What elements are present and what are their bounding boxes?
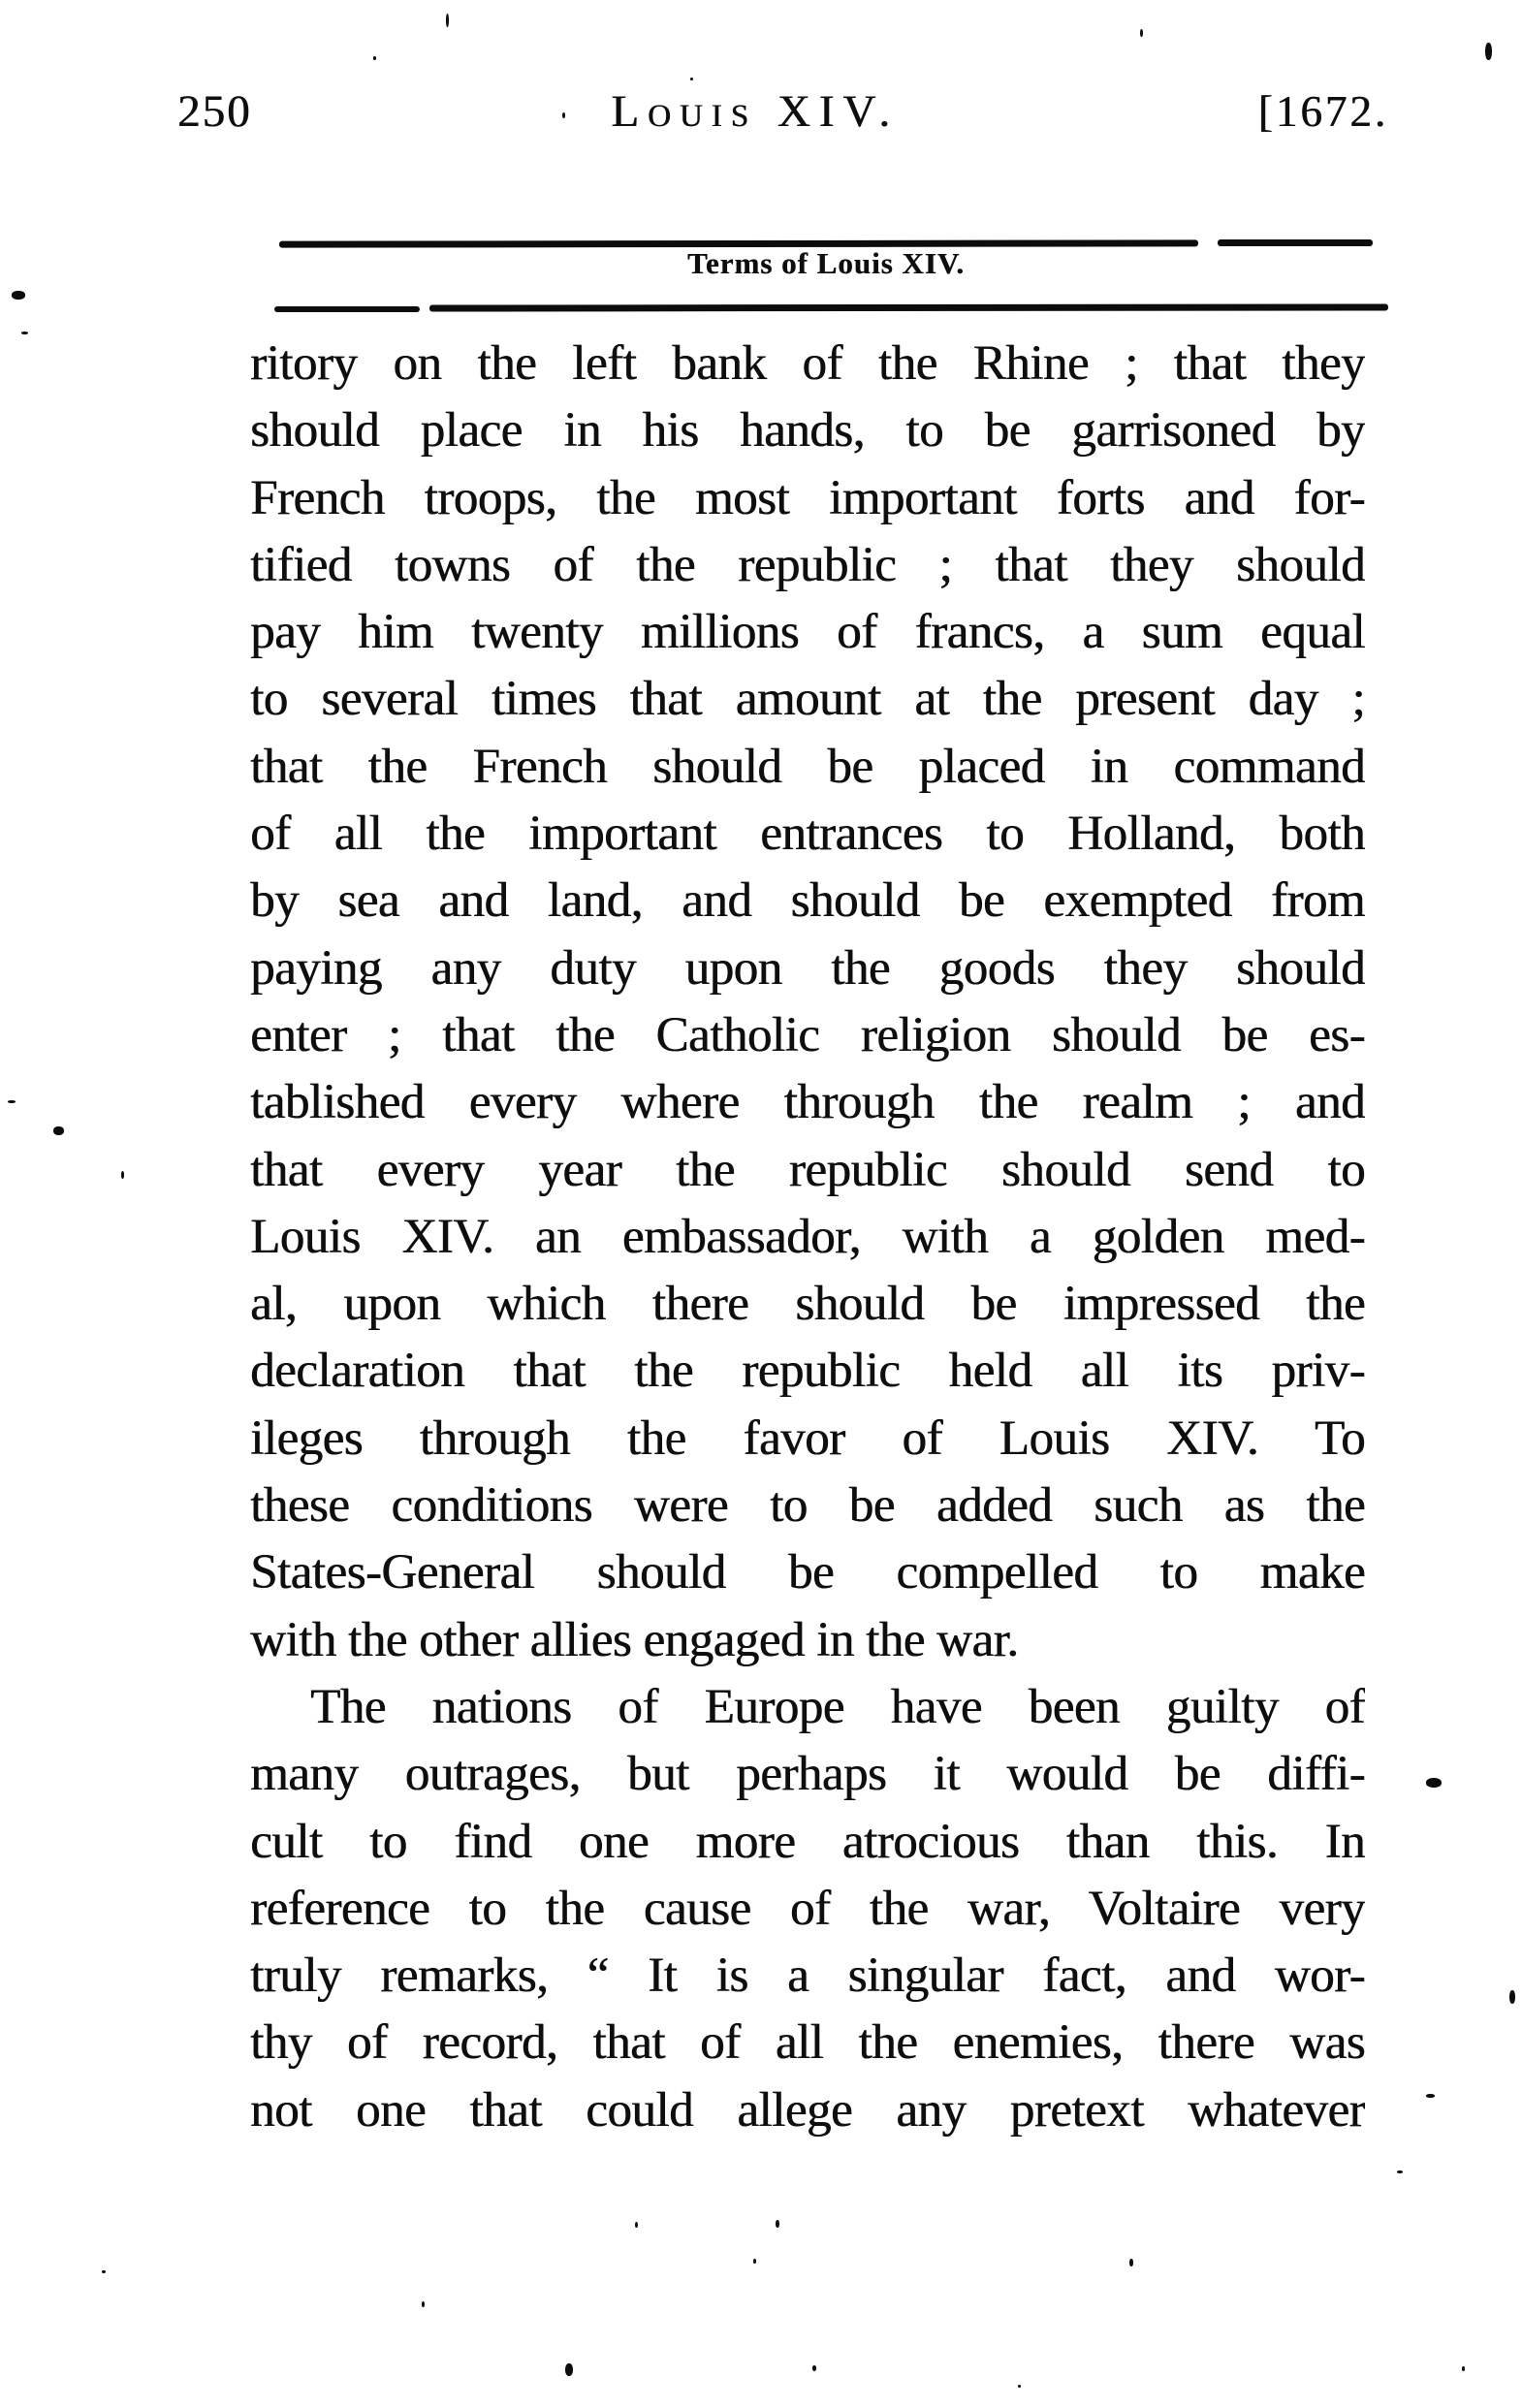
body-line: many outrages, but perhaps it would be diffi- [250,1747,1365,1802]
scan-speck [446,14,449,27]
scan-speck [1462,2366,1465,2371]
scan-speck [1509,1990,1515,2004]
header-rule-bottom-left [274,306,420,312]
body-line: not one that could allege any pretext whatever [250,2082,1365,2138]
body-line: thy of record, that of all the enemies, there was [250,2015,1365,2071]
body-line: declaration that the republic held all its priv- [250,1344,1365,1399]
scan-speck [121,1171,124,1179]
running-title: Louis XIV. [611,86,899,137]
scan-speck [1485,43,1492,60]
body-line: Louis XIV. an embassador, with a golden med- [250,1209,1365,1264]
scan-speck [562,112,565,118]
body-line: enter ; that the Catholic religion should be es- [250,1007,1365,1062]
body-line: to several times that amount at the present day ; [250,672,1365,727]
body-line: truly remarks, “ It is a singular fact, and wor- [250,1949,1365,2004]
scan-speck [373,56,376,60]
scan-speck [1018,2385,1021,2388]
page-number: 250 [177,86,252,137]
body-line: French troops, the most important forts and for- [250,470,1365,525]
scan-speck [1426,1778,1442,1788]
section-heading: Terms of Louis XIV. [687,246,965,280]
header-rule-top-right [1218,239,1373,246]
body-line: pay him twenty millions of francs, a sum equal [250,605,1365,660]
scan-speck [1129,2259,1133,2266]
scan-speck [422,2301,425,2307]
body-line: that every year the republic should send to [250,1142,1365,1197]
body-line: tablished every where through the realm ; and [250,1075,1365,1130]
header-rule-bottom-right [429,303,1388,311]
body-line: by sea and land, and should be exempted from [250,873,1365,929]
body-line: ritory on the left bank of the Rhine ; that they [250,336,1365,391]
body-line: cult to find one more atrocious than this. In [250,1814,1365,1869]
body-line: that the French should be placed in command [250,739,1365,794]
scan-speck [102,2270,106,2273]
scan-speck [690,78,693,80]
scan-speck [53,1126,64,1135]
scan-speck [776,2220,779,2228]
scan-speck [8,1100,16,1103]
scan-speck [1140,29,1143,37]
body-text [250,331,1365,2144]
scan-speck [753,2259,756,2264]
body-line: tified towns of the republic ; that they should [250,537,1365,592]
scan-speck [635,2222,638,2228]
scan-speck [812,2365,816,2371]
body-line: these conditions were to be added such as the [250,1478,1365,1534]
body-line: The nations of Europe have been guilty of [310,1679,1365,1734]
body-line: paying any duty upon the goods they should [250,940,1365,996]
scan-speck [21,332,28,334]
body-line: al, upon which there should be impressed the [250,1277,1365,1332]
scan-speck [12,291,25,300]
page-header [177,85,1388,143]
body-line: ileges through the favor of Louis XIV. To [250,1410,1365,1466]
body-line: reference to the cause of the war, Voltaire very [250,1881,1365,1936]
scan-speck [1426,2094,1435,2098]
body-line: of all the important entrances to Holland, both [250,807,1365,862]
scan-speck [1397,2170,1403,2173]
year-marker: [1672. [1257,87,1388,136]
body-line: States-General should be compelled to make [250,1545,1365,1600]
body-line: with the other allies engaged in the war. [250,1612,1019,1667]
body-line: should place in his hands, to be garrisoned by [250,403,1365,459]
scan-speck [565,2363,573,2376]
